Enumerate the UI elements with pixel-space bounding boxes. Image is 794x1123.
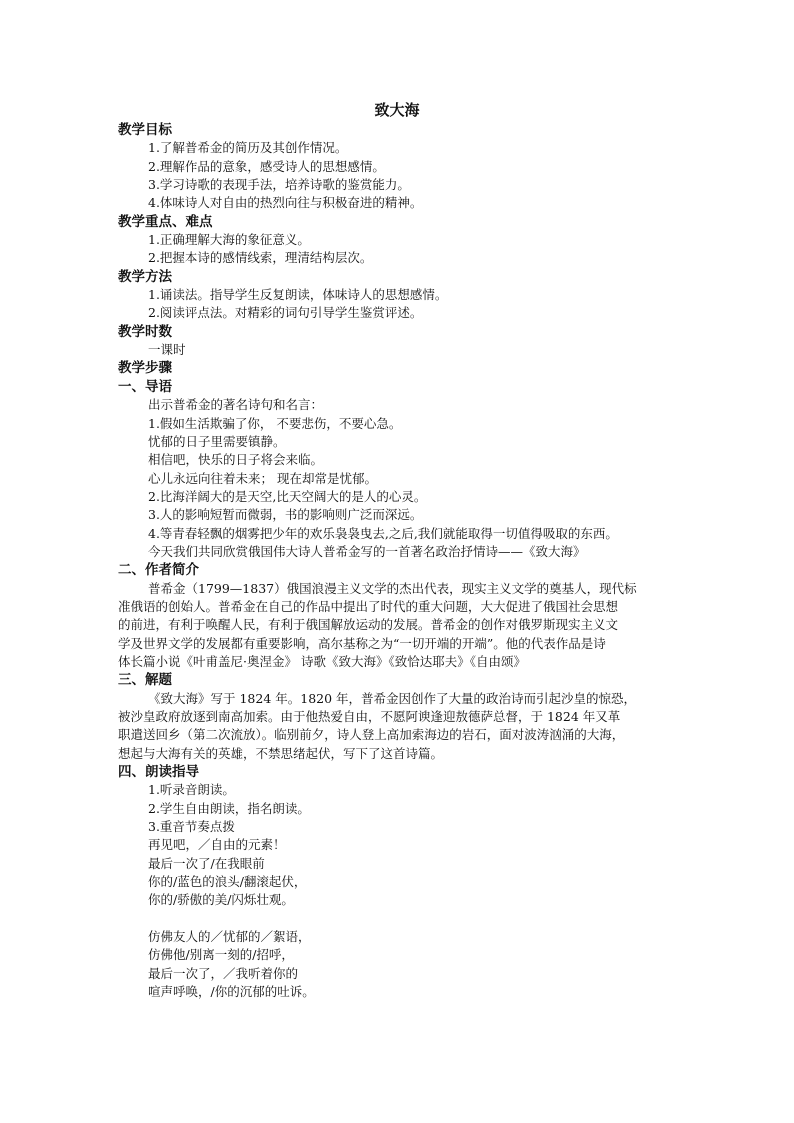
document-body [118, 121, 678, 1002]
hours-value: 一课时 [148, 342, 186, 358]
author-line: 学及世界文学的发展都有重要影响，高尔基称之为“一切开端的开端”。他的代表作品是诗 [118, 635, 606, 651]
objective-item: 1.了解普希金的简历及其创作情况。 [148, 140, 348, 156]
author-line: 准俄语的创始人。普希金在自己的作品中提出了时代的重大问题，大大促进了俄国社会思想 [118, 598, 619, 614]
key-point-item: 1.正确理解大海的象征意义。 [148, 232, 310, 248]
author-line: 普希金（1799—1837）俄国浪漫主义文学的杰出代表，现实主义文学的奠基人，现代标 [148, 580, 637, 596]
reading-item: 2.学生自由朗读，指名朗读。 [148, 800, 310, 816]
step-heading-reading: 四、朗读指导 [118, 764, 199, 781]
section-heading-steps: 教学步骤 [118, 360, 172, 377]
intro-line: 今天我们共同欣赏俄国伟大诗人普希金写的一首著名政治抒情诗——《致大海》 [148, 543, 586, 559]
step-heading-author: 二、作者简介 [118, 562, 199, 579]
reading-item: 1.听录音朗读。 [148, 782, 235, 798]
document-title: 致大海 [374, 101, 420, 119]
intro-line: 忧郁的日子里需要镇静。 [148, 433, 286, 449]
explanation-line: 想起与大海有关的英雄，不禁思绪起伏，写下了这首诗篇。 [118, 745, 444, 761]
reading-item: 3.重音节奏点拨 [148, 819, 235, 835]
author-line: 体长篇小说《叶甫盖尼·奥涅金》 诗歌《致大海》《致恰达耶夫》《自由颂》 [118, 653, 526, 669]
step-heading-explanation: 三、解题 [118, 672, 172, 689]
section-heading-key-points: 教学重点、难点 [118, 213, 213, 230]
intro-line: 心儿永远向往着未来； 现在却常是忧郁。 [148, 470, 377, 486]
poem-line: 你的/蓝色的浪头/翻滚起伏， [148, 874, 307, 890]
section-heading-hours: 教学时数 [118, 323, 172, 340]
poem-line: 喧声呼唤，/你的沉郁的吐诉。 [148, 984, 315, 1000]
intro-line: 4.等青春轻飘的烟雾把少年的欢乐袅袅曳去,之后,我们就能取得一切值得吸取的东西。 [148, 525, 618, 541]
poem-line: 仿佛友人的／忧郁的／絮语， [148, 929, 311, 945]
explanation-line: 被沙皇政府放逐到南高加索。由于他热爱自由，不愿阿谀逢迎敖德萨总督，于 1824 年又革 [118, 709, 621, 724]
explanation-line: 职遣送回乡（第二次流放）。临别前夕，诗人登上高加索海边的岩石，面对波涛汹涌的大海， [118, 727, 625, 743]
poem-line: 再见吧，／自由的元素！ [148, 837, 286, 853]
intro-line: 3.人的影响短暂而微弱，书的影响则广泛而深远。 [148, 507, 423, 523]
poem-line: 仿佛他/别离一刻的/招呼， [148, 947, 294, 963]
intro-line: 相信吧，快乐的日子将会来临。 [148, 452, 324, 468]
objective-item: 4.体味诗人对自由的热烈向往与积极奋进的精神。 [148, 195, 423, 211]
objective-item: 2.理解作品的意象，感受诗人的思想感情。 [148, 158, 385, 174]
intro-line: 1.假如生活欺骗了你， 不要悲伤，不要心急。 [148, 415, 402, 431]
explanation-line: 《致大海》写于 1824 年。1820 年，普希金因创作了大量的政治诗而引起沙皇的惊恐， [148, 690, 637, 706]
section-heading-objectives: 教学目标 [118, 122, 172, 138]
author-line: 的前进，有利于唤醒人民，有利于俄国解放运动的发展。普希金的创作对俄罗斯现实主义文 [118, 617, 619, 633]
method-item: 1.诵读法。指导学生反复朗读，体味诗人的思想感情。 [148, 287, 448, 303]
objective-item: 3.学习诗歌的表现手法，培养诗歌的鉴赏能力。 [148, 177, 410, 193]
key-point-item: 2.把握本诗的感情线索，理清结构层次。 [148, 250, 373, 266]
poem-line: 最后一次了，／我听着你的 [148, 965, 299, 981]
intro-line: 出示普希金的著名诗句和名言： [148, 397, 324, 413]
section-heading-methods: 教学方法 [118, 268, 172, 285]
poem-line: 你的/骄傲的美/闪烁壮观。 [148, 892, 294, 908]
poem-line: 最后一次了/在我眼前 [148, 855, 265, 871]
step-heading-intro: 一、导语 [118, 378, 172, 395]
intro-line: 2.比海洋阔大的是天空,比天空阔大的是人的心灵。 [148, 488, 427, 504]
method-item: 2.阅读评点法。对精彩的词句引导学生鉴赏评述。 [148, 305, 423, 321]
stanza-gap [118, 910, 678, 928]
